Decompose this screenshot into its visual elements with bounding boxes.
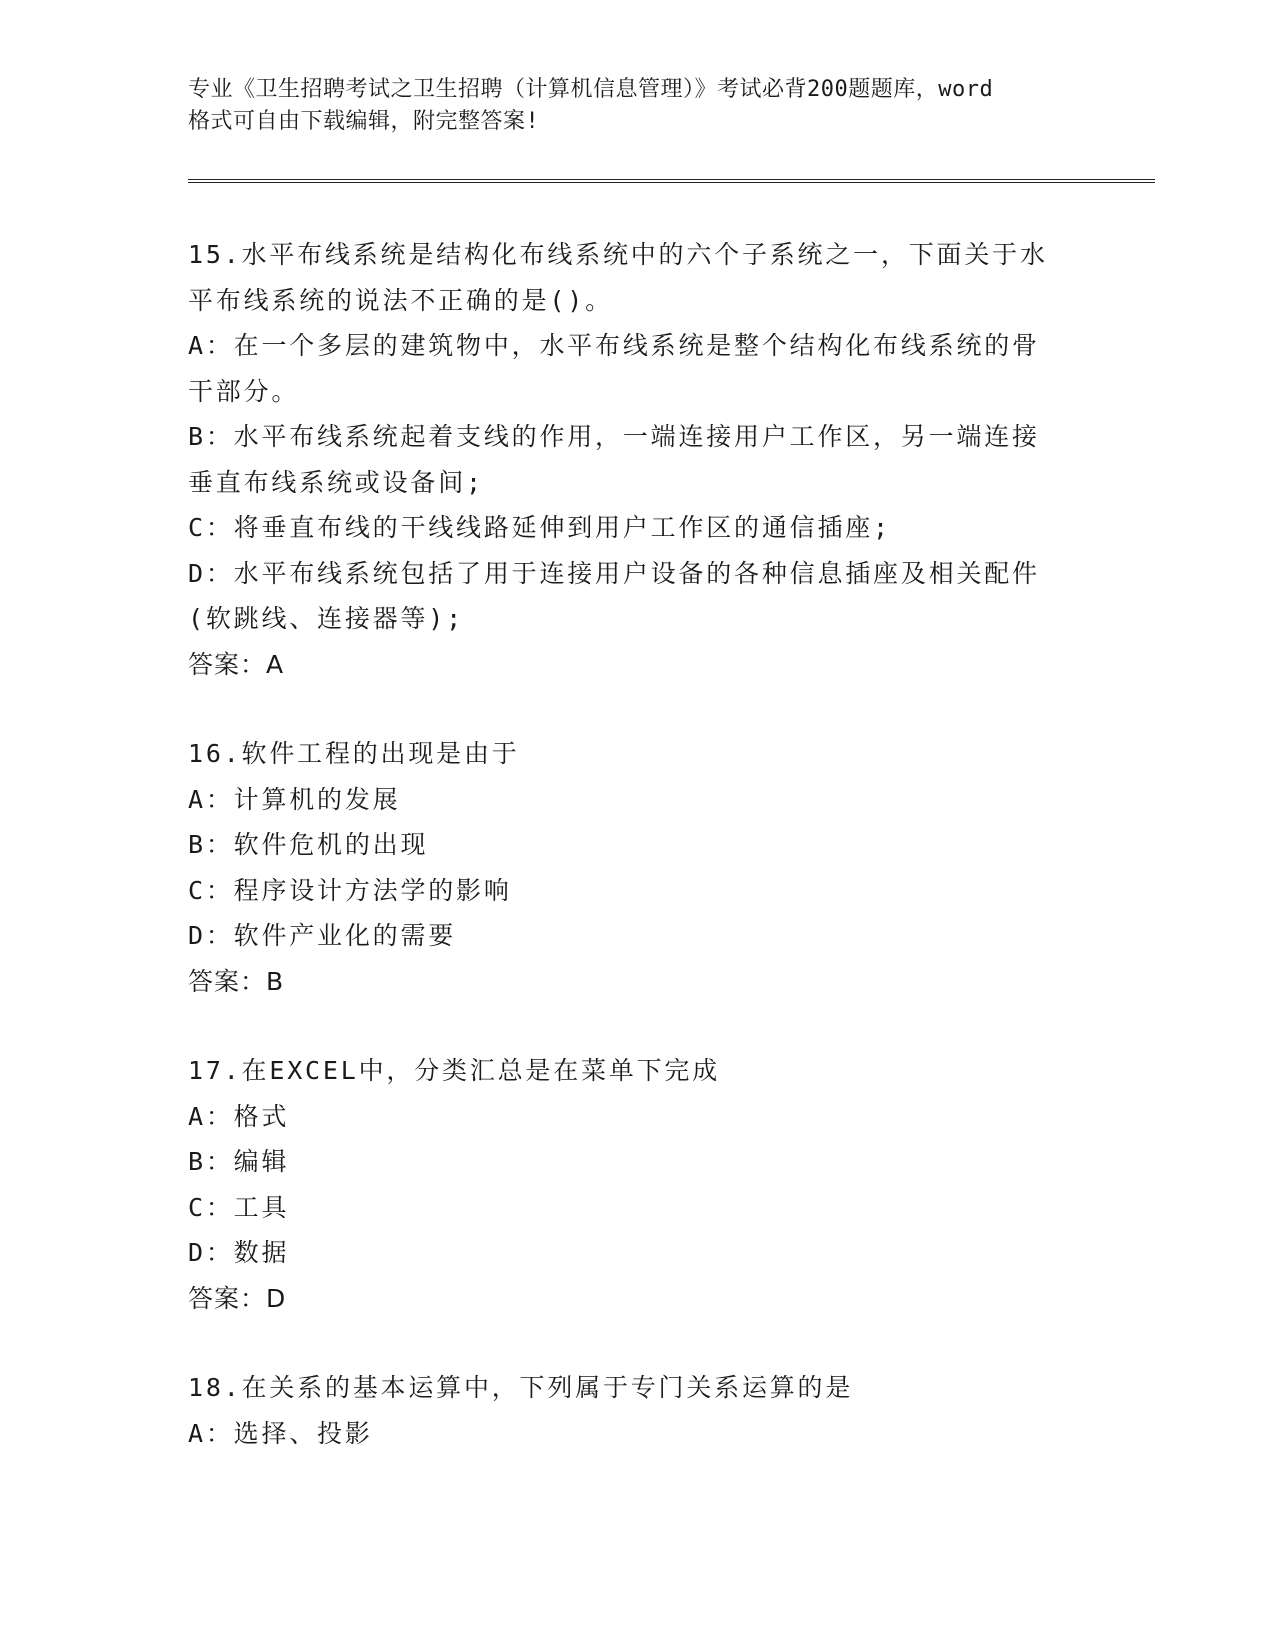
- option-b: 垂直布线系统或设备间;: [188, 467, 484, 497]
- option-a: A：在一个多层的建筑物中，水平布线系统是整个结构化布线系统的骨: [188, 331, 1040, 360]
- answer-text: 答案：B: [188, 966, 285, 996]
- question-stem: 16.软件工程的出现是由于: [188, 739, 520, 768]
- option-a: A：格式: [188, 1101, 290, 1131]
- option-a: A：计算机的发展: [188, 784, 401, 814]
- question-18: [188, 1365, 1088, 1456]
- header-divider: [188, 179, 1155, 183]
- header-line-1: 专业《卫生招聘考试之卫生招聘（计算机信息管理）》考试必背200题题库，word: [188, 77, 994, 102]
- question-stem: 平布线系统的说法不正确的是()。: [188, 285, 613, 315]
- question-17: [188, 1048, 1088, 1321]
- option-c: C：将垂直布线的干线线路延伸到用户工作区的通信插座;: [188, 513, 891, 542]
- option-d: D：数据: [188, 1238, 290, 1267]
- option-b: B：水平布线系统起着支线的作用，一端连接用户工作区，另一端连接: [188, 422, 1040, 451]
- answer-text: 答案：A: [188, 649, 285, 679]
- option-d: D：水平布线系统包括了用于连接用户设备的各种信息插座及相关配件: [188, 558, 1040, 588]
- header-line-2: 格式可自由下载编辑，附完整答案!: [188, 109, 540, 134]
- question-stem: 17.在EXCEL中，分类汇总是在菜单下完成: [188, 1056, 721, 1085]
- option-a: A：选择、投影: [188, 1418, 373, 1448]
- document-header: [188, 74, 1088, 138]
- option-c: C：程序设计方法学的影响: [188, 875, 512, 905]
- question-list: [188, 232, 1088, 1500]
- option-a: 干部分。: [188, 376, 300, 406]
- option-d: (软跳线、连接器等);: [188, 604, 464, 633]
- option-b: B：软件危机的出现: [188, 830, 429, 859]
- option-b: B：编辑: [188, 1147, 290, 1176]
- option-d: D：软件产业化的需要: [188, 921, 457, 950]
- answer-text: 答案：D: [188, 1283, 287, 1313]
- option-c: C：工具: [188, 1192, 290, 1222]
- question-stem: 15.水平布线系统是结构化布线系统中的六个子系统之一，下面关于水: [188, 240, 1048, 269]
- question-16: [188, 731, 1088, 1004]
- question-stem: 18.在关系的基本运算中，下列属于专门关系运算的是: [188, 1373, 854, 1402]
- question-15: [188, 232, 1088, 687]
